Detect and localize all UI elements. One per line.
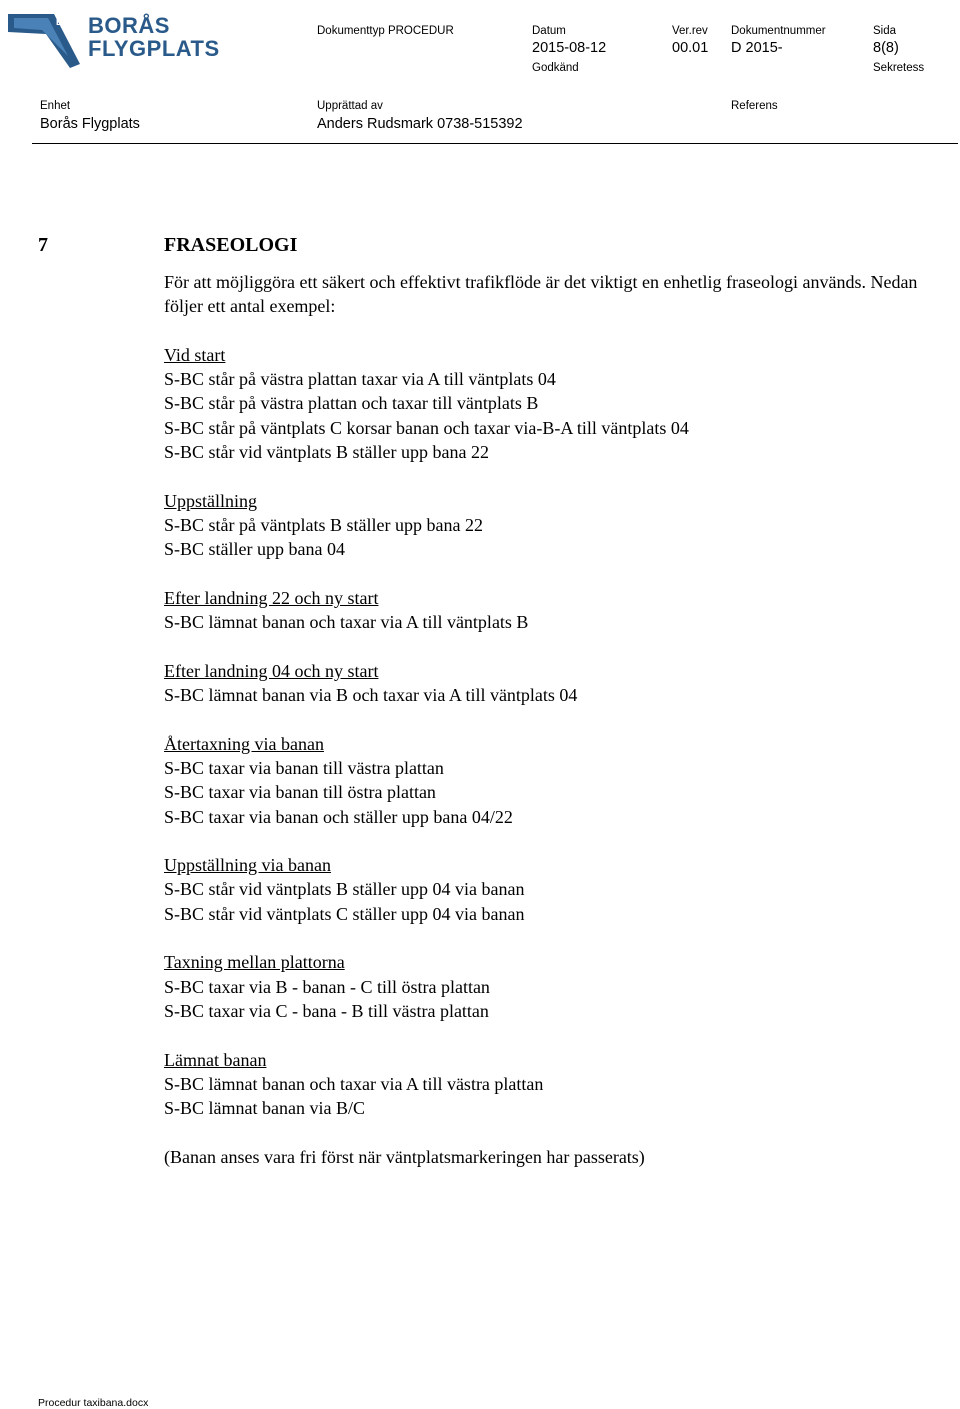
phrase-block-heading: Taxning mellan plattorna	[164, 952, 345, 973]
logo-line2: FLYGPLATS	[88, 36, 220, 61]
closing-note: (Banan anses vara fri först när väntplatsmarkeringen har passerats)	[164, 1146, 645, 1167]
date-label: Datum	[532, 25, 566, 37]
page-label: Sida	[873, 25, 897, 37]
phrase-block-heading: Uppställning	[164, 490, 257, 511]
phrase-block-heading: Vid start	[164, 344, 226, 365]
phrase-line: S-BC taxar via B - banan - C till östra plattan	[164, 976, 490, 997]
prepared-value: Anders Rudsmark 0738-515392	[317, 116, 523, 132]
phrase-block	[164, 586, 924, 635]
section-number: 7	[38, 234, 48, 256]
phrase-block-heading: Lämnat banan	[164, 1049, 267, 1070]
docnum-label: Dokumentnummer	[731, 25, 826, 37]
section-content	[164, 270, 924, 1169]
header-divider	[32, 143, 958, 144]
phrase-block	[164, 659, 924, 708]
phrase-block-heading: Uppställning via banan	[164, 855, 331, 876]
phrase-block-heading: Efter landning 22 och ny start	[164, 587, 379, 608]
phrase-block	[164, 1048, 924, 1121]
unit-value: Borås Flygplats	[40, 116, 140, 132]
docnum-value: D 2015-	[731, 40, 783, 56]
phrase-block-heading: Efter landning 04 och ny start	[164, 660, 379, 681]
phrase-line: S-BC taxar via banan och ställer upp bana 04/22	[164, 806, 513, 827]
phrase-line: S-BC står vid väntplats B ställer upp bana 22	[164, 442, 489, 463]
phrase-line: S-BC står på västra plattan taxar via A till väntplats 04	[164, 369, 556, 390]
phrase-line: S-BC lämnat banan och taxar via A till västra plattan	[164, 1073, 544, 1094]
doc-type-label: Dokumenttyp PROCEDUR	[317, 25, 454, 37]
phrase-line: S-BC står vid väntplats C ställer upp 04 via banan	[164, 903, 525, 924]
page-value: 8(8)	[873, 40, 899, 56]
prepared-label: Upprättad av	[317, 100, 383, 112]
reference-label: Referens	[731, 100, 778, 112]
intro-paragraph: För att möjliggöra ett säkert och effektivt trafikflöde är det viktigt en enhetlig fraseologi används. Nedan följer ett antal exempel:	[164, 272, 918, 317]
phrase-line: S-BC taxar via banan till västra plattan	[164, 757, 444, 778]
phrase-block	[164, 732, 924, 829]
phrase-line: S-BC lämnat banan via B/C	[164, 1098, 365, 1119]
ver-label: Ver.rev	[672, 25, 708, 37]
phrase-line: S-BC står på väntplats B ställer upp bana 22	[164, 514, 483, 535]
ver-value: 00.01	[672, 40, 709, 56]
secrecy-label: Sekretess	[873, 62, 925, 74]
phrase-line: S-BC lämnat banan via B och taxar via A till väntplats 04	[164, 685, 578, 706]
approved-label: Godkänd	[532, 62, 579, 74]
section-title: FRASEOLOGI	[164, 234, 298, 256]
phrase-line: S-BC står på väntplats C korsar banan och taxar via-B-A till väntplats 04	[164, 417, 689, 438]
phrase-block	[164, 489, 924, 562]
logo-line1: BORÅS	[88, 13, 170, 38]
phrase-line: S-BC står vid väntplats B ställer upp 04 via banan	[164, 879, 525, 900]
phrase-blocks	[164, 343, 924, 1121]
date-value: 2015-08-12	[532, 40, 607, 56]
boras-flygplats-logo	[8, 8, 220, 68]
phrase-line: S-BC taxar via banan till östra plattan	[164, 782, 436, 803]
phrase-block	[164, 853, 924, 926]
phrase-block	[164, 950, 924, 1023]
phrase-line: S-BC lämnat banan och taxar via A till väntplats B	[164, 612, 529, 633]
phrase-block	[164, 343, 924, 464]
unit-label: Enhet	[40, 100, 71, 112]
logo-badge-text: ESGE	[56, 17, 82, 27]
phrase-line: S-BC ställer upp bana 04	[164, 539, 345, 560]
phrase-line: S-BC taxar via C - bana - B till västra plattan	[164, 1000, 489, 1021]
phrase-block-heading: Återtaxning via banan	[164, 733, 324, 754]
phrase-line: S-BC står på västra plattan och taxar till väntplats B	[164, 393, 539, 414]
footer-filename: Procedur taxibana.docx	[38, 1397, 149, 1409]
